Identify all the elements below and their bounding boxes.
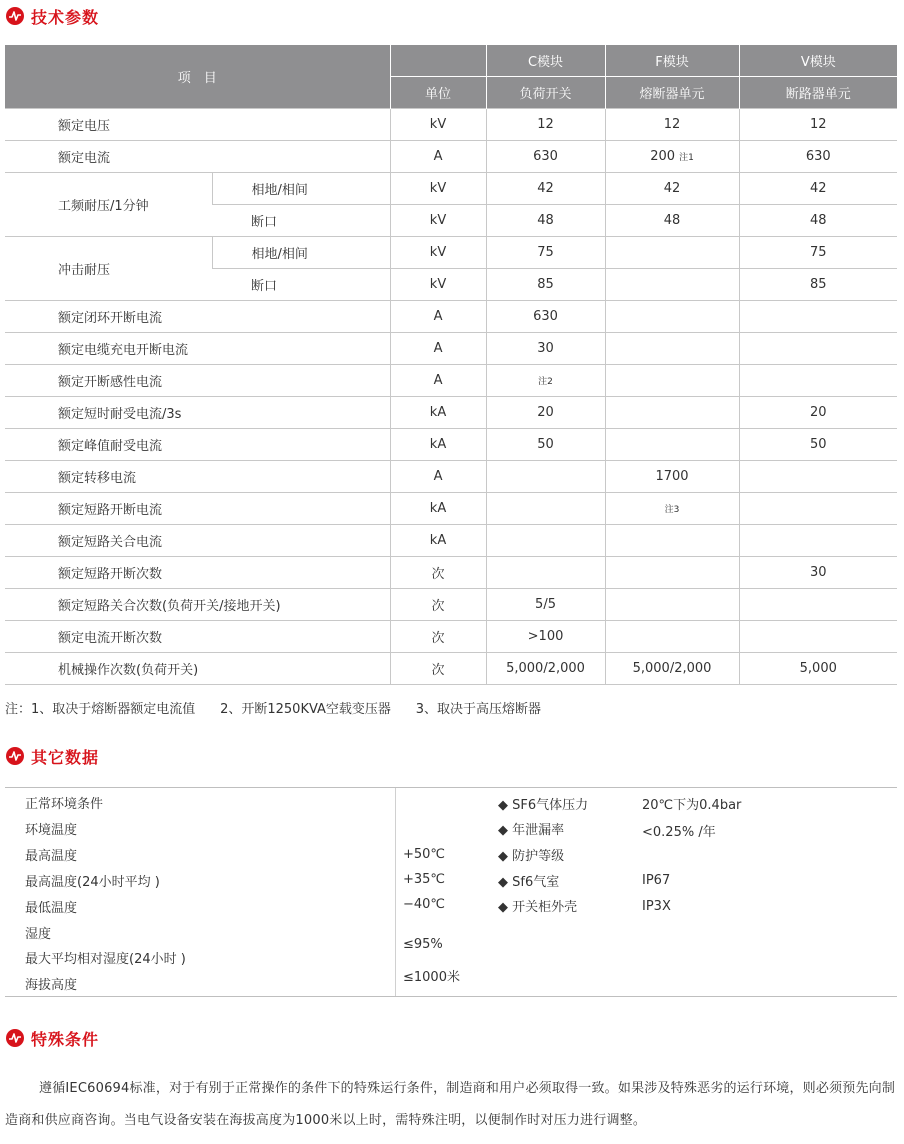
- section-title-text: 特殊条件: [31, 1029, 100, 1049]
- list-item: ◆ 开关柜外壳: [498, 900, 578, 915]
- header-v-module: V模块: [739, 45, 897, 77]
- table-row: 机械操作次数(负荷开关) 次 5,000/2,000 5,000/2,000 5,000: [5, 653, 897, 685]
- header-unit: 单位: [390, 77, 486, 109]
- note-ref: 注2: [538, 377, 553, 387]
- diamond-bullet-icon: ◆: [498, 900, 508, 915]
- diamond-bullet-icon: ◆: [498, 798, 508, 813]
- note-ref: 注3: [664, 505, 680, 515]
- column-divider: [395, 788, 396, 996]
- list-item: ◆ 年泄漏率: [498, 823, 565, 838]
- section-title-text: 其它数据: [31, 747, 100, 767]
- header-f-sub: 熔断器单元: [605, 77, 739, 109]
- header-c-module: C模块: [486, 45, 605, 77]
- list-item: ◆ Sf6气室: [498, 875, 560, 890]
- table-row: 额定电缆充电开断电流 A 30: [5, 333, 897, 365]
- section-title-other: [6, 745, 99, 767]
- section-title-text: 技术参数: [31, 7, 100, 27]
- pulse-icon: [6, 747, 24, 765]
- table-row: 额定闭环开断电流 A 630: [5, 301, 897, 333]
- table-row: 工频耐压/1分钟 相地/相间 kV 42 42 42: [5, 173, 897, 205]
- table-row: 额定短路开断次数 次 30: [5, 557, 897, 589]
- section-title-tech: [6, 5, 99, 27]
- table-row: 额定峰值耐受电流 kA 50 50: [5, 429, 897, 461]
- header-c-sub: 负荷开关: [486, 77, 605, 109]
- diamond-bullet-icon: ◆: [498, 823, 508, 838]
- header-blank: [390, 45, 486, 77]
- table-row: 额定开断感性电流 A 注2: [5, 365, 897, 397]
- table-row: 额定电流 A 630 200 注1 630: [5, 141, 897, 173]
- section-title-special: [6, 1027, 99, 1049]
- table-row: 断口 kV 85 85: [5, 269, 897, 301]
- header-f-module: F模块: [605, 45, 739, 77]
- list-item: ◆ SF6气体压力: [498, 798, 589, 813]
- note-ref: 注1: [679, 153, 694, 163]
- header-item: 项 目: [5, 45, 390, 109]
- pulse-icon: [6, 1029, 24, 1047]
- special-conditions-paragraph: 遵循IEC60694标准，对于有别于正常操作的条件下的特殊运行条件，制造商和用户必须取得一致。如果涉及特殊恶劣的运行环境，则必须预先向制造商和供应商咨询。当电气设备安装在海拔高度为1000米以上时，需特殊注明，以便制作时对压力进行调整。: [5, 1081, 896, 1128]
- table-row: 额定短路关合电流 kA: [5, 525, 897, 557]
- pulse-icon: [6, 7, 24, 25]
- table-row: 额定转移电流 A 1700: [5, 461, 897, 493]
- header-v-sub: 断路器单元: [739, 77, 897, 109]
- table-row: 额定短路开断电流 kA 注3: [5, 493, 897, 525]
- spec-table: [5, 45, 897, 685]
- table-notes: 注：1、取决于熔断器额定电流值 2、开断1250KVA空载变压器 3、取决于高压熔断器: [5, 702, 542, 717]
- table-row: 断口 kV 48 48 48: [5, 205, 897, 237]
- diamond-bullet-icon: ◆: [498, 849, 508, 864]
- table-row: 额定电流开断次数 次 >100: [5, 621, 897, 653]
- other-data-table: 正常环境条件 环境温度 最高温度 +50℃ 最高温度(24小时平均 ) +35℃ 最低温度 −40℃ 湿度 最大平均相对湿度(24小时 ) ≤95% 海拔高度 ≤1000米 ◆ SF6气体压力 20℃下为0.4bar ◆ 年泄漏率 <0.25% /年 ◆ 防护等级 ◆ Sf6气室 IP67 ◆ 开关柜外壳 IP3X: [5, 787, 897, 997]
- table-row: 额定电压 kV 12 12 12: [5, 109, 897, 141]
- table-row: 额定短时耐受电流/3s kA 20 20: [5, 397, 897, 429]
- table-row: 额定短路关合次数(负荷开关/接地开关) 次 5/5: [5, 589, 897, 621]
- diamond-bullet-icon: ◆: [498, 875, 508, 890]
- table-row: 冲击耐压 相地/相间 kV 75 75: [5, 237, 897, 269]
- list-item: ◆ 防护等级: [498, 849, 565, 864]
